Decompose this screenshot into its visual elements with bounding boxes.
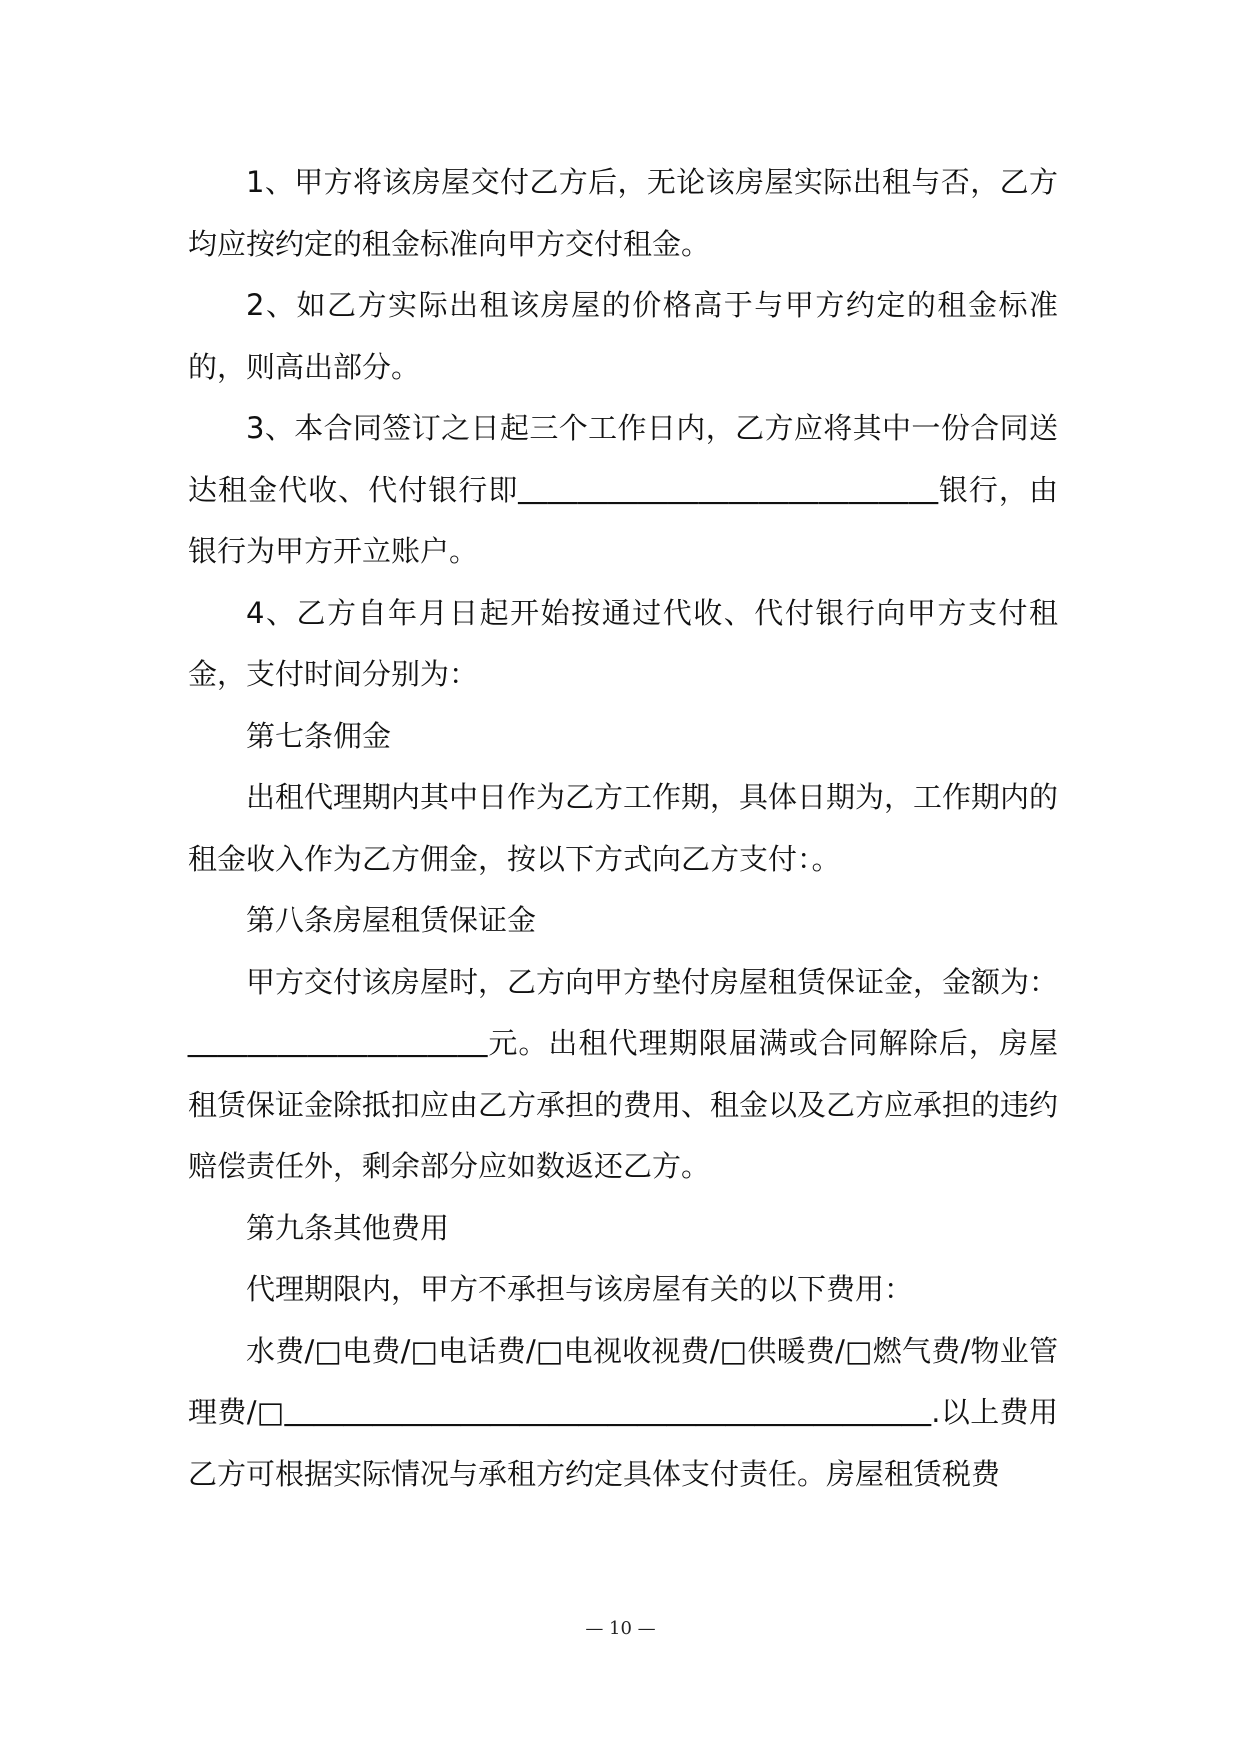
paragraph-8 bbox=[188, 1321, 1058, 1506]
document-body bbox=[188, 152, 1058, 1505]
bank-name-blank: ＿＿＿＿＿＿＿＿＿＿＿＿＿＿ bbox=[518, 472, 939, 507]
paragraph-1: 1、甲方将该房屋交付乙方后，无论该房屋实际出租与否，乙方均应按约定的租金标准向甲方交付租金。 bbox=[188, 165, 1058, 261]
deposit-amount-blank: ＿＿＿＿＿＿＿＿＿＿ bbox=[188, 1026, 489, 1060]
paragraph-3 bbox=[188, 398, 1058, 583]
paragraph-3-text-a: 3、本合同签订之日起三个工作日内，乙方应将其中一份合同送达租金代收、代付银行即 bbox=[188, 411, 1058, 507]
paragraph-3-text-b: 银行，由银行为甲方开立账户。 bbox=[188, 472, 1058, 568]
paragraph-7: 代理期限内，甲方不承担与该房屋有关的以下费用： bbox=[246, 1272, 914, 1306]
paragraph-4: 4、乙方自年月日起开始按通过代收、代付银行向甲方支付租金，支付时间分别为： bbox=[188, 595, 1058, 691]
other-fees-blank: ＿＿＿＿＿＿＿＿＿＿＿＿＿＿＿＿＿＿＿＿＿＿ bbox=[284, 1395, 932, 1429]
paragraph-6-text-a: 甲方交付该房屋时，乙方向甲方垫付房屋租赁保证金，金额为： bbox=[246, 964, 1059, 999]
paragraph-6-text-b: 元。出租代理期限届满或合同解除后，房屋租赁保证金除抵扣应由乙方承担的费用、租金以及乙方应承担的违约赔偿责任外，剩余部分应如数返还乙方。 bbox=[188, 1026, 1059, 1183]
paragraph-5: 出租代理期内其中日作为乙方工作期，具体日期为，工作期内的租金收入作为乙方佣金，按以下方式向乙方支付：。 bbox=[188, 780, 1059, 876]
page-number: — 10 — bbox=[585, 1618, 656, 1639]
paragraph-8-text-b: .以上费用乙方可根据实际情况与承租方约定具体支付责任。房屋租赁税费 bbox=[188, 1395, 1058, 1491]
heading-article-7: 第七条佣金 bbox=[246, 718, 392, 753]
paragraph-6 bbox=[188, 952, 1058, 1198]
heading-article-8: 第八条房屋租赁保证金 bbox=[246, 903, 537, 937]
paragraph-2: 2、如乙方实际出租该房屋的价格高于与甲方约定的租金标准的，则高出部分。 bbox=[188, 288, 1058, 384]
paragraph-8-text-a: 水费/□电费/□电话费/□电视收视费/□供暖费/□燃气费/物业管理费/□ bbox=[188, 1333, 1058, 1429]
heading-article-9: 第九条其他费用 bbox=[246, 1210, 450, 1245]
